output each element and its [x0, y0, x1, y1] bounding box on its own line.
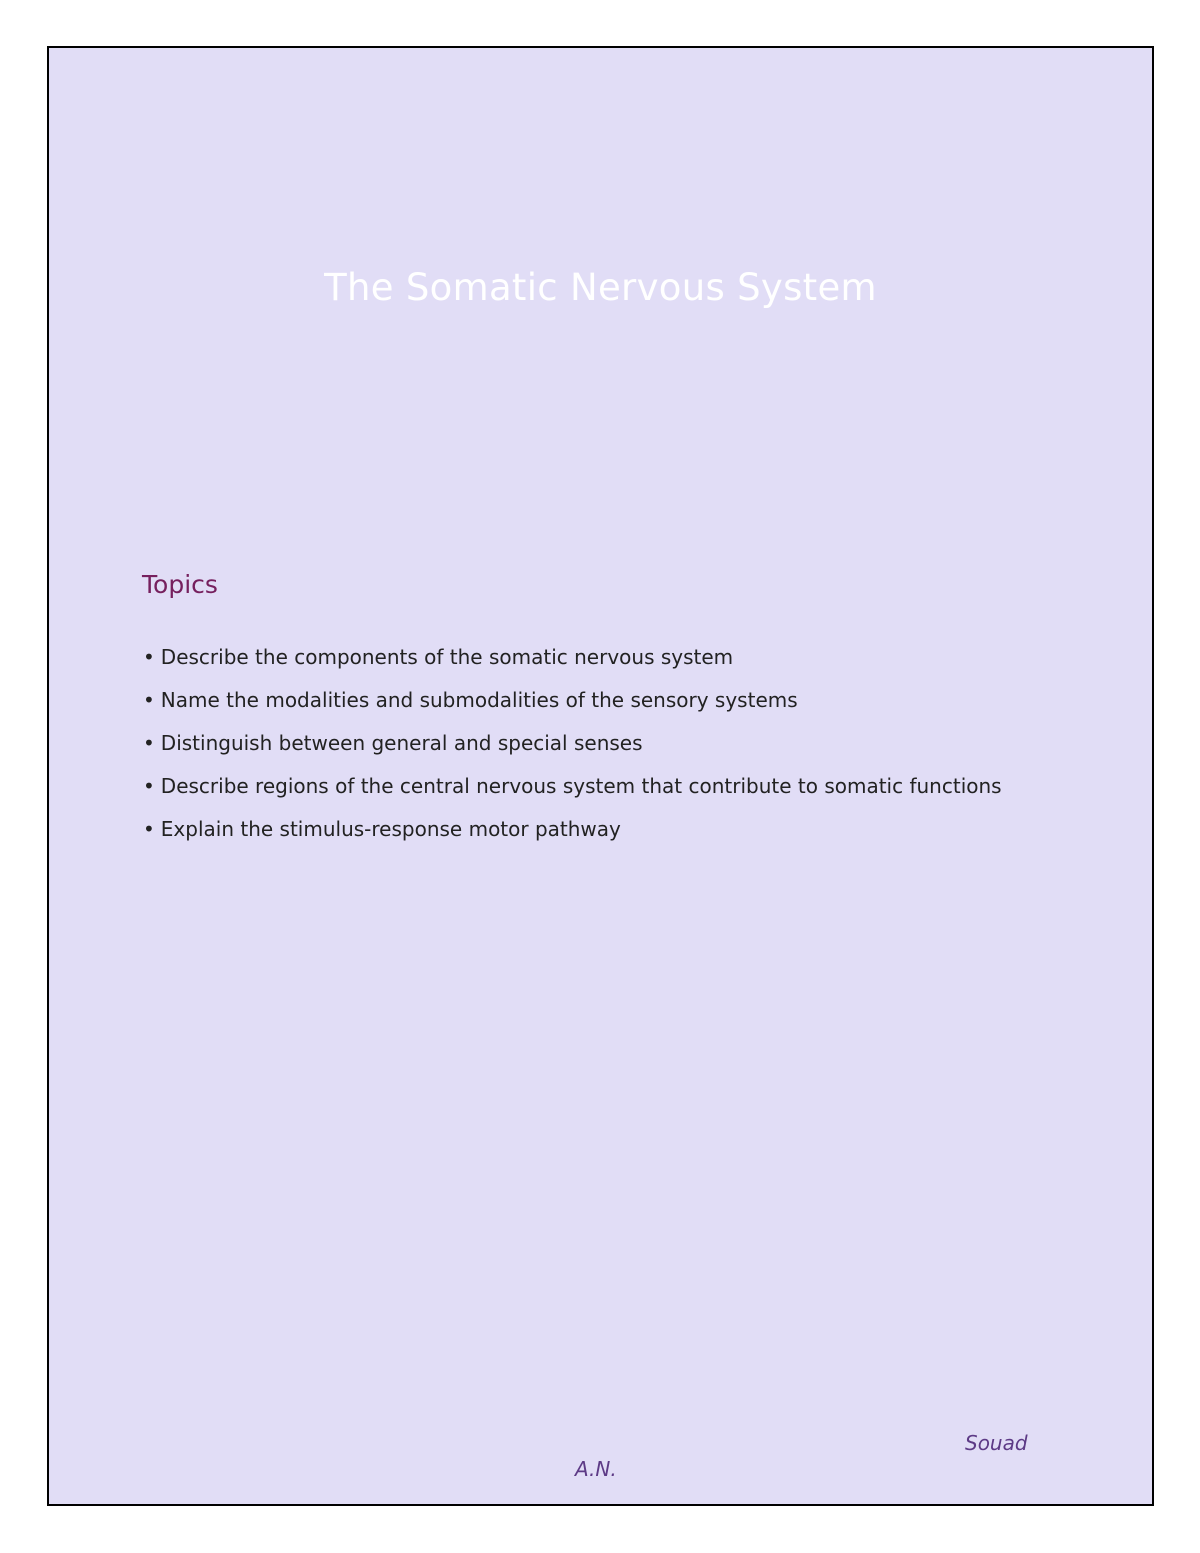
list-item [143, 687, 1003, 714]
bullet-icon: • [143, 731, 155, 755]
author-first-name: Souad [965, 1431, 1028, 1455]
topic-text: Distinguish between general and special senses [160, 731, 643, 755]
topics-heading: Topics [142, 570, 218, 599]
bullet-icon: • [143, 645, 155, 669]
bullet-icon: • [143, 688, 155, 712]
list-item [143, 730, 1003, 757]
author-last-name: A.N. [575, 1457, 617, 1481]
document-title: The Somatic Nervous System [324, 266, 877, 309]
list-item [143, 644, 1003, 671]
topics-list [143, 644, 1003, 859]
topic-text: Describe the components of the somatic nervous system [160, 645, 734, 669]
list-item [143, 773, 1003, 800]
bullet-icon: • [143, 817, 155, 841]
document-page [47, 46, 1154, 1506]
list-item [143, 816, 1003, 843]
bullet-icon: • [143, 774, 155, 798]
topic-text: Name the modalities and submodalities of the sensory systems [160, 688, 798, 712]
topic-text: Describe regions of the central nervous system that contribute to somatic functions [160, 774, 1002, 798]
topic-text: Explain the stimulus-response motor pathway [160, 817, 621, 841]
